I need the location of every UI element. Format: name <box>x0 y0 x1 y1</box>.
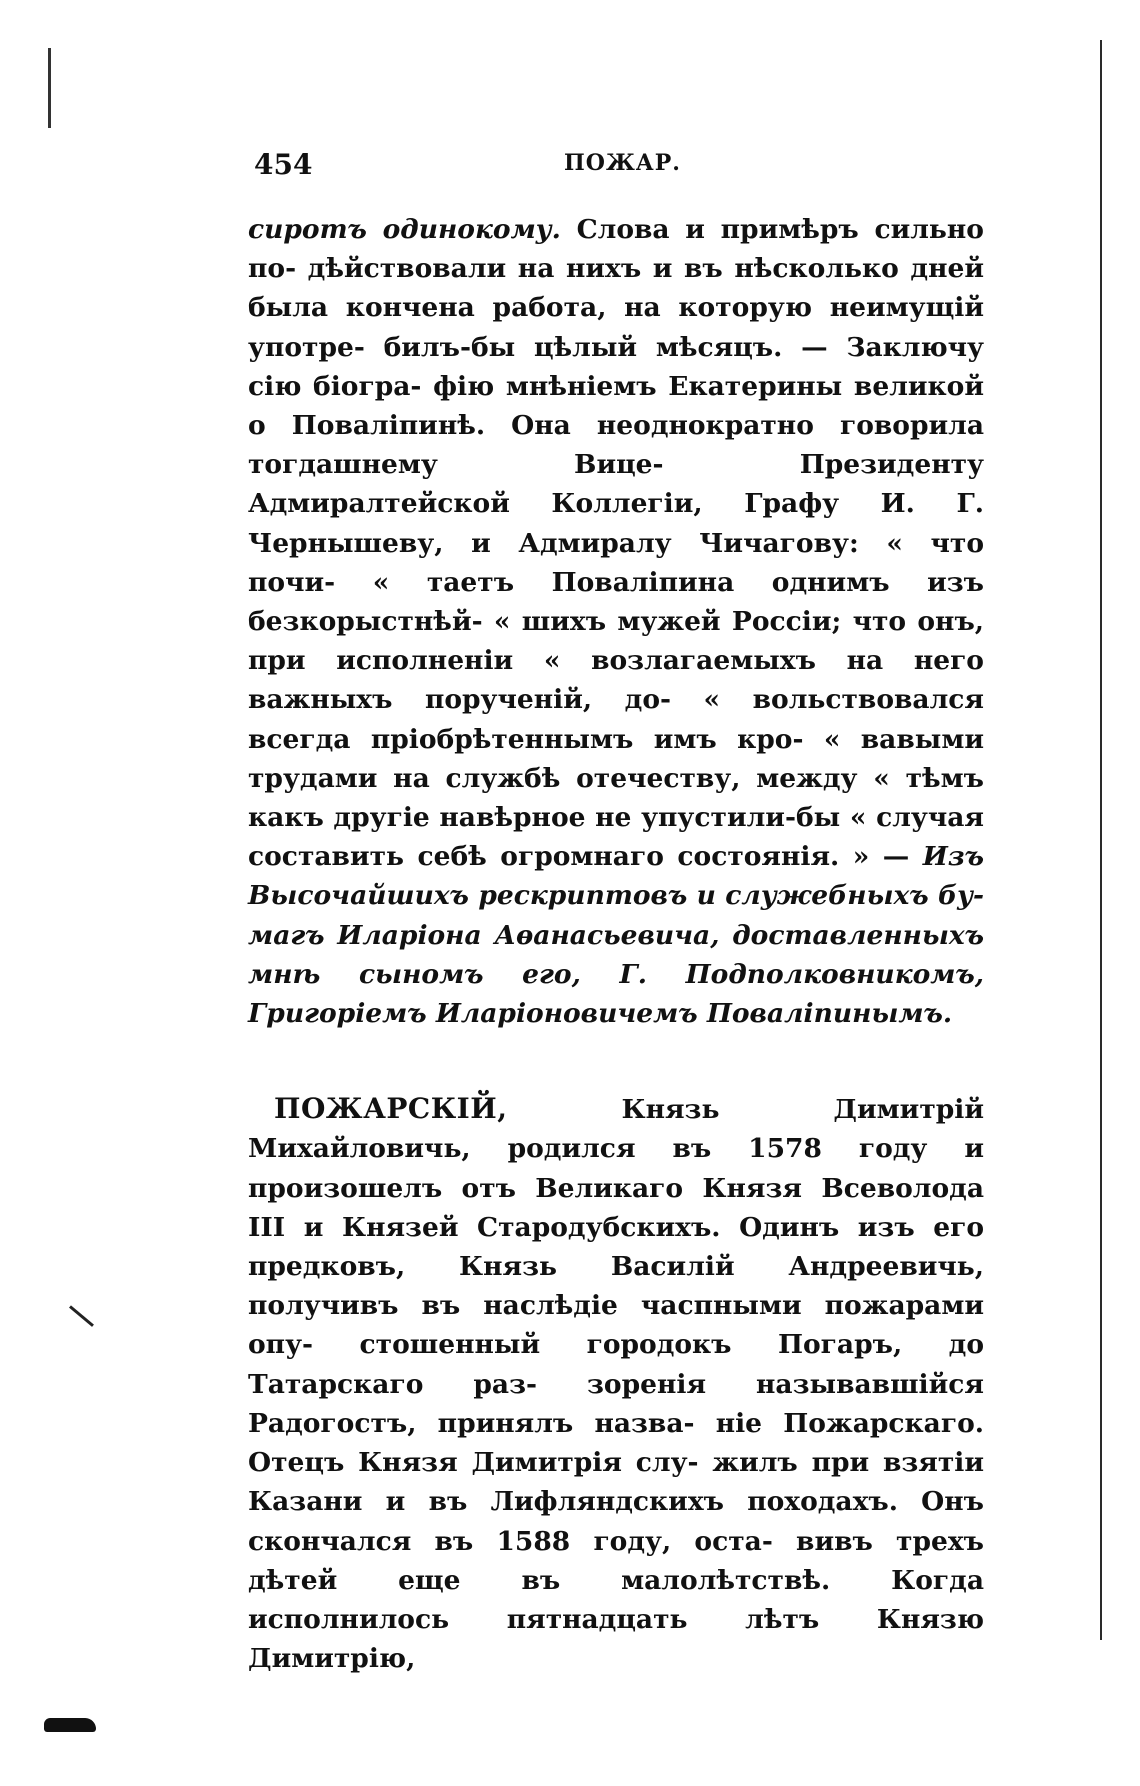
running-head: ПОЖАР. <box>564 150 681 176</box>
scan-mark-bottom <box>44 1718 96 1732</box>
italic-opening: сиротъ одинокому. <box>248 214 561 245</box>
entry-pozharsky <box>248 1089 984 1678</box>
page-number: 454 <box>254 148 313 181</box>
entry-text: Князь Димитрій Михайловичь, родился въ 1578 году и произошелъ отъ Великаго Князя Всеволода III и Князей Стародубскихъ. Одинъ изъ его предковъ, Князь Василій Андреевичь, получивъ въ наслѣдіе часпными пожарами опу- стошенный городокъ Погаръ, до Татарскаго раз- зоренія называвшійся Радогостъ, принялъ назва- ніе Пожарскаго. Отецъ Князя Димитрія слу- жилъ при взятіи Казани и въ Лифляндскихъ походахъ. Онъ скончался въ 1588 году, оста- вивъ трехъ дѣтей еще въ малолѣтствѣ. Когда исполнилось пятнадцать лѣтъ Князю Димитрію, <box>248 1094 984 1675</box>
scan-mark-tick <box>69 1305 94 1327</box>
paragraph-text: Слова и примѣръ сильно по- дѣйствовали на нихъ и въ нѣсколько дней была кончена работа, на которую неимущій употре- билъ-бы цѣлый мѣсяцъ. — Заключу сію біогра- фію мнѣніемъ Екатерины великой о Поваліпинѣ. Она неоднократно говорила тогдашнему Вице- Президенту Адмиралтейской Коллегіи, Графу И. Г. Чернышеву, и Адмиралу Чичагову: « что почи- « таетъ Поваліпина однимъ изъ безкорыстнѣй- « шихъ мужей Россіи; что онъ, при исполненіи « возлагаемыхъ на него важныхъ порученій, до- « вольствовался всегда пріобрѣтеннымъ имъ кро- « вавыми трудами на службѣ отечеству, между « тѣмъ какъ другіе навѣрное не упустили-бы « случая составить себѣ огромнаго состоянія. » — <box>248 214 984 873</box>
source-note: Изъ Высочайшихъ рескриптовъ и служебныхъ бу- магъ Иларіона Аѳанасьевича, доставленныхъ мнѣ сыномъ его, Г. Подполковникомъ, Григоріемъ Иларіоновичемъ Поваліпинымъ. <box>248 841 984 1030</box>
scan-edge-left <box>48 48 51 128</box>
scan-edge-right <box>1100 40 1102 1640</box>
paragraph-continuation <box>248 210 984 1033</box>
page-header <box>254 148 984 188</box>
page-body <box>248 210 984 1678</box>
entry-headword: ПОЖАРСКІЙ, <box>274 1092 508 1126</box>
